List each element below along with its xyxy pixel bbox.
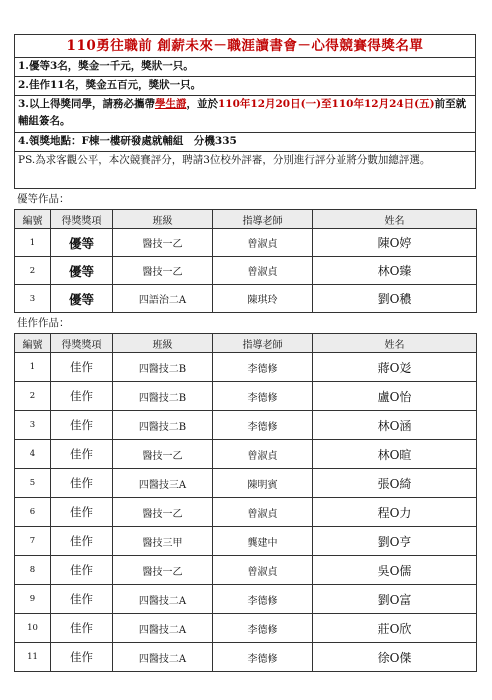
announcement-box: [14, 34, 476, 189]
row-award: 佳作: [51, 643, 113, 672]
table-row: [15, 527, 477, 556]
row-name: 林O暄: [313, 440, 477, 469]
row-no: 2: [15, 257, 51, 285]
row-no: 8: [15, 556, 51, 585]
rule-line-4: 4.領獎地點：F棟一樓研發處就輔組 分機335: [15, 133, 475, 152]
row-name: 劉O亨: [313, 527, 477, 556]
row-award: 優等: [51, 285, 113, 313]
rule-line-5: PS.為求客觀公平，本次競賽評分，聘請3位校外評審，分別進行評分並將分數加總評選。: [18, 154, 431, 166]
row-teacher: 龔建中: [213, 527, 313, 556]
rule-line-2: 2.佳作11名，獎金五百元，獎狀一只。: [15, 77, 475, 96]
row-teacher: 曾淑貞: [213, 498, 313, 527]
table-row: [15, 353, 477, 382]
table-row: [15, 556, 477, 585]
signing-date-range: 110年12月20日(一)至110年12月24日(五): [217, 98, 435, 110]
row-no: 6: [15, 498, 51, 527]
header-teacher: 指導老師: [213, 210, 313, 229]
row-name: 劉O富: [313, 585, 477, 614]
row-class: 四醫技二A: [113, 585, 213, 614]
table-row: [15, 440, 477, 469]
student-id-note: 學生證: [154, 98, 187, 110]
row-name: 劉O穠: [313, 285, 477, 313]
row-award: 佳作: [51, 527, 113, 556]
row-no: 5: [15, 469, 51, 498]
row-name: 蔣O彣: [313, 353, 477, 382]
row-award: 優等: [51, 229, 113, 257]
row-teacher: 曾淑貞: [213, 440, 313, 469]
row-teacher: 陳琪玲: [213, 285, 313, 313]
row-teacher: 曾淑貞: [213, 257, 313, 285]
row-name: 盧O怡: [313, 382, 477, 411]
table-row: [15, 614, 477, 643]
header-name: 姓名: [313, 334, 477, 353]
row-award: 佳作: [51, 440, 113, 469]
merit-heading: 佳作作品：: [17, 317, 70, 329]
row-name: 程O力: [313, 498, 477, 527]
header-teacher: 指導老師: [213, 334, 313, 353]
row-name: 林O臻: [313, 257, 477, 285]
excellent-table: [14, 209, 477, 313]
merit-table: [14, 333, 477, 672]
header-no: 編號: [15, 334, 51, 353]
row-class: 四醫技二A: [113, 614, 213, 643]
row-teacher: 曾淑貞: [213, 229, 313, 257]
merit-header-row: [15, 334, 477, 353]
table-row: [15, 498, 477, 527]
row-no: 7: [15, 527, 51, 556]
row-award: 佳作: [51, 556, 113, 585]
row-award: 優等: [51, 257, 113, 285]
header-award: 得獎獎項: [51, 334, 113, 353]
row-class: 醫技一乙: [113, 498, 213, 527]
table-row: [15, 285, 477, 313]
row-no: 1: [15, 353, 51, 382]
row-class: 四醫技二B: [113, 411, 213, 440]
table-row: [15, 469, 477, 498]
table-row: [15, 382, 477, 411]
row-name: 吳O儒: [313, 556, 477, 585]
row-teacher: 李德修: [213, 643, 313, 672]
row-name: 張O綺: [313, 469, 477, 498]
document-page: [14, 34, 476, 672]
row-teacher: 陳明賓: [213, 469, 313, 498]
rule-line-1: 1.優等3名，獎金一千元，獎狀一只。: [15, 58, 475, 77]
row-class: 醫技一乙: [113, 257, 213, 285]
row-award: 佳作: [51, 469, 113, 498]
rule-line-3: [15, 96, 475, 133]
row-no: 2: [15, 382, 51, 411]
row-teacher: 李德修: [213, 353, 313, 382]
row-no: 9: [15, 585, 51, 614]
row-class: 醫技一乙: [113, 229, 213, 257]
row-name: 陳O婷: [313, 229, 477, 257]
row-no: 1: [15, 229, 51, 257]
row-class: 四醫技二B: [113, 353, 213, 382]
row-class: 醫技一乙: [113, 440, 213, 469]
header-no: 編號: [15, 210, 51, 229]
row-class: 四醫技二B: [113, 382, 213, 411]
row-class: 醫技三甲: [113, 527, 213, 556]
header-class: 班級: [113, 334, 213, 353]
row-teacher: 李德修: [213, 411, 313, 440]
row-award: 佳作: [51, 614, 113, 643]
excellent-header-row: [15, 210, 477, 229]
row-class: 四醫技二A: [113, 643, 213, 672]
table-row: [15, 257, 477, 285]
rule-line-3-part-c: ，並於: [186, 98, 218, 110]
row-teacher: 曾淑貞: [213, 556, 313, 585]
row-teacher: 李德修: [213, 585, 313, 614]
row-class: 醫技一乙: [113, 556, 213, 585]
row-name: 徐O傑: [313, 643, 477, 672]
table-row: [15, 643, 477, 672]
table-row: [15, 585, 477, 614]
row-no: 4: [15, 440, 51, 469]
row-no: 11: [15, 643, 51, 672]
row-class: 四醫技三A: [113, 469, 213, 498]
row-name: 林O涵: [313, 411, 477, 440]
row-teacher: 李德修: [213, 382, 313, 411]
table-row: [15, 229, 477, 257]
row-award: 佳作: [51, 353, 113, 382]
header-class: 班級: [113, 210, 213, 229]
rule-line-3-part-e: 前至就輔組簽名。: [18, 98, 467, 127]
excellent-heading: 優等作品：: [17, 193, 70, 205]
row-award: 佳作: [51, 382, 113, 411]
header-award: 得獎獎項: [51, 210, 113, 229]
rule-line-3-part-a: 3.以上得獎同學，請務必攜帶: [18, 98, 155, 110]
row-award: 佳作: [51, 411, 113, 440]
header-name: 姓名: [313, 210, 477, 229]
row-class: 四語治二A: [113, 285, 213, 313]
row-name: 莊O欣: [313, 614, 477, 643]
row-no: 3: [15, 411, 51, 440]
page-title: 110勇往職前 創薪未來－職涯讀書會－心得競賽得獎名單: [15, 35, 475, 58]
row-no: 3: [15, 285, 51, 313]
row-teacher: 李德修: [213, 614, 313, 643]
table-row: [15, 411, 477, 440]
row-award: 佳作: [51, 498, 113, 527]
row-no: 10: [15, 614, 51, 643]
row-award: 佳作: [51, 585, 113, 614]
